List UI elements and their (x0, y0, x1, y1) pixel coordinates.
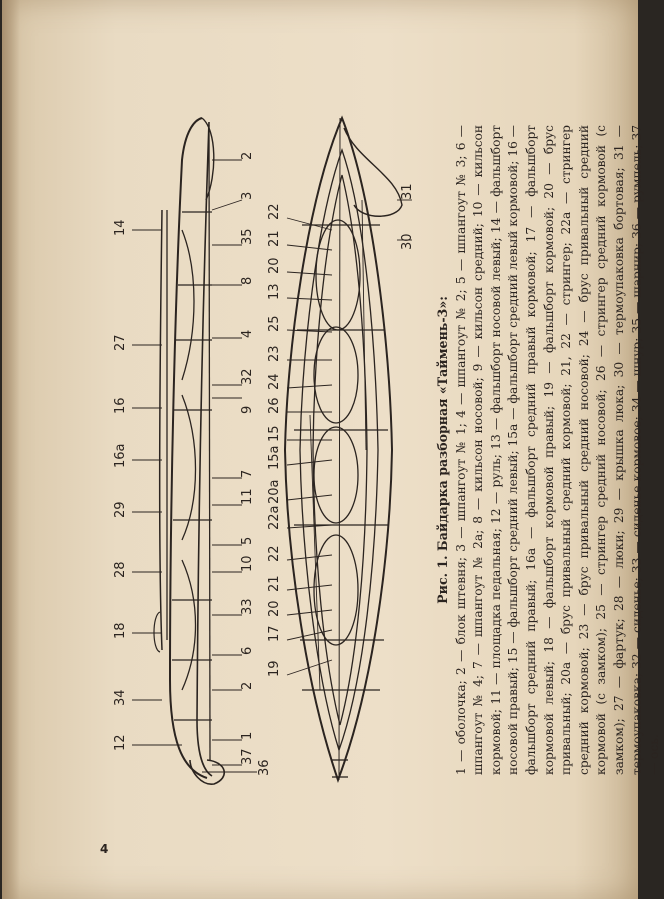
label-29: 29 (113, 501, 128, 518)
label-19: 19 (267, 660, 282, 677)
label-36: 36 (257, 759, 272, 776)
label-22-stern: 22 (267, 545, 282, 562)
label-2: 2 (240, 151, 255, 160)
label-32: 32 (240, 368, 255, 385)
figure-legend: 1 — оболочка; 2 — блок штевня; 3 — шпангоут № 1; 4 — шпангоут № 2; 5 — шпангоут № 3; 6 — шпангоут № 4; 7 — шпангоут № 2а; 8 — кильсон носовой; 9 — кильсон средний; 10 — кильсон кормовой; 11 — площадка педальная; 12 — руль; 13 — фальшборт носовой левый; 14 — фальшборт носовой правый; 15 — фальшборт средний левый; 15а — фальшборт средний левый кормовой; 16 — фальшборт средний правый; 16а — фальшборт средний правый кормовой; 17 — фальшборт кормовой левый; 18 — фальшборт кормовой правый; 19 — фальшборт кормовой; 20 — брус привальный; 20а — брус привальный средний кормовой; 21, 22 — стрингер; 22а — стрингер средний кормовой; 23 — брус привальный средний носовой; 24 — брус привальный средний кормовой (с замком); 25 — стрингер средний носовой; 26 — стрингер средний кормовой (с замком); 27 — фартук; 28 — люки; 29 — крышка люка; 30 — термоупаковка бортовая; 31 — термоупаковка; 32 — сиденье; 33 — сиденье кормовое; 34 — шнур; 35 — шарнир; 36 — румпель; 37 — ось. (453, 125, 662, 775)
label-16a: 16а (113, 443, 128, 468)
label-33: 33 (240, 598, 255, 615)
kayak-side-view (154, 118, 224, 784)
label-15: 15 (267, 425, 282, 442)
book-page (2, 0, 662, 899)
label-21: 21 (267, 230, 282, 247)
label-9: 9 (240, 405, 255, 414)
label-18: 18 (113, 622, 128, 639)
kayak-top-view (285, 118, 402, 780)
label-1: 1 (240, 731, 255, 740)
label-2-stern: 2 (240, 681, 255, 690)
label-27: 27 (113, 334, 128, 351)
label-20a: 20а (267, 479, 282, 504)
label-34: 34 (113, 689, 128, 706)
side-view-labels (113, 152, 272, 776)
label-4: 4 (240, 329, 255, 338)
label-20: 20 (267, 257, 282, 274)
label-25: 25 (267, 315, 282, 332)
side-leader-lines (132, 160, 257, 772)
figure-caption-area (434, 125, 662, 775)
label-37: 37 (240, 748, 255, 765)
label-6: 6 (240, 646, 255, 655)
label-3: 3 (240, 191, 255, 200)
label-35: 35 (240, 228, 255, 245)
label-20-stern: 20 (267, 600, 282, 617)
label-17: 17 (267, 625, 282, 642)
label-21-stern: 21 (267, 575, 282, 592)
label-31: 31 (400, 183, 415, 200)
label-13: 13 (267, 283, 282, 300)
figure-title: Рис. 1. Байдарка разборная «Таймень-3»: (435, 296, 450, 604)
label-23: 23 (267, 345, 282, 362)
label-12: 12 (113, 734, 128, 751)
label-24: 24 (267, 373, 282, 390)
label-30: 30 (400, 233, 415, 250)
label-7: 7 (240, 469, 255, 478)
label-10: 10 (240, 555, 255, 572)
label-11: 11 (240, 488, 255, 505)
label-28: 28 (113, 561, 128, 578)
label-14: 14 (113, 219, 128, 236)
label-22: 22 (267, 203, 282, 220)
page-number: 4 (100, 842, 109, 856)
figure-caption (434, 125, 662, 775)
label-16: 16 (113, 397, 128, 414)
label-22a: 22а (267, 505, 282, 530)
label-26: 26 (267, 397, 282, 414)
label-15a: 15а (267, 445, 282, 470)
label-5: 5 (240, 536, 255, 545)
label-8: 8 (240, 276, 255, 285)
